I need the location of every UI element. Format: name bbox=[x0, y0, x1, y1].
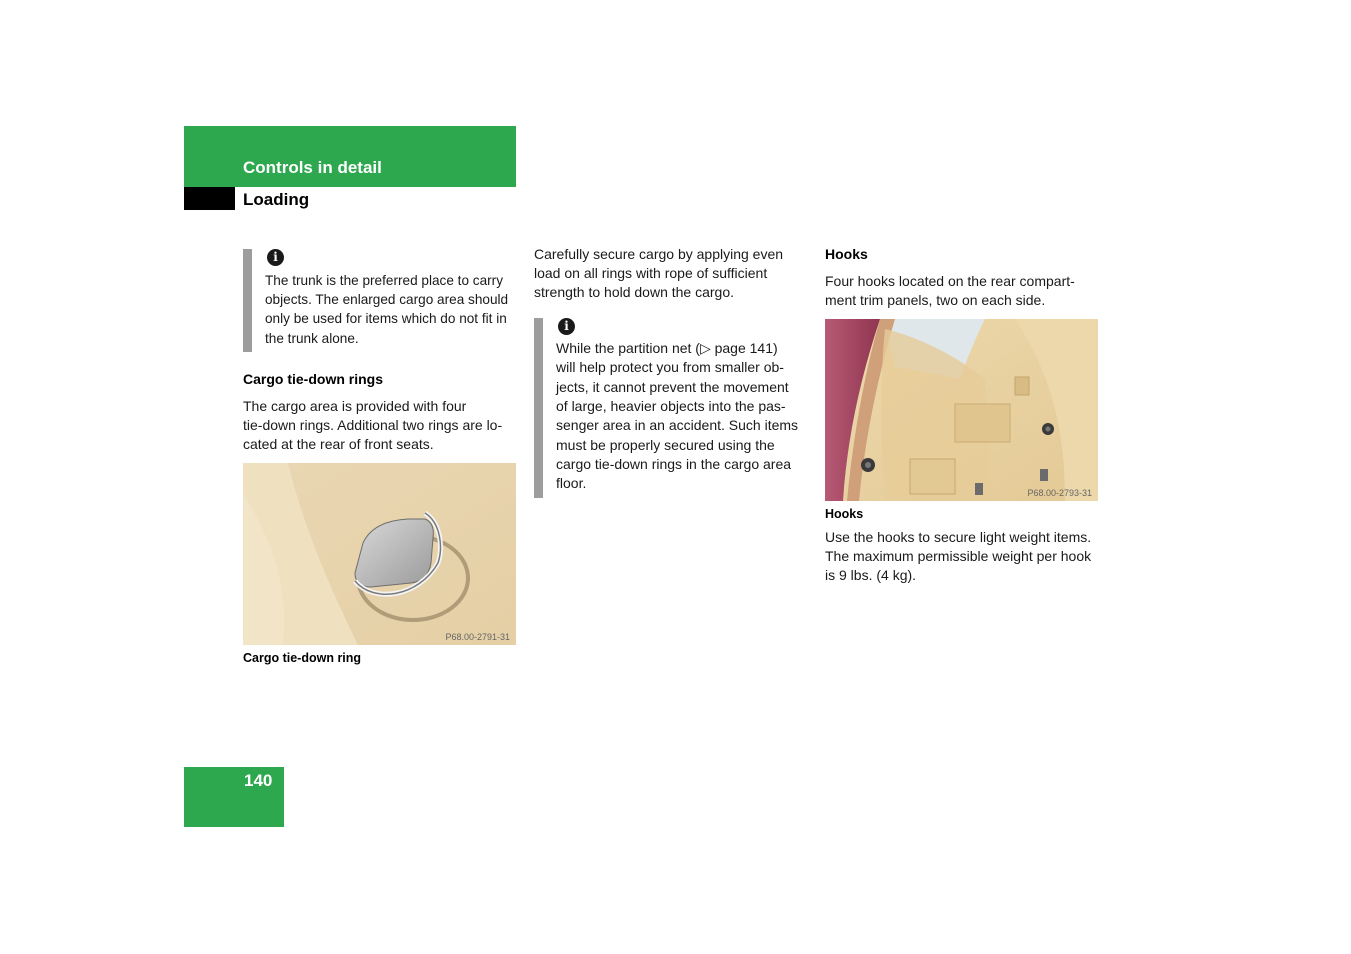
info-note-partition-net bbox=[534, 318, 809, 499]
cargo-body-line-2: tie-down rings. Additional two rings are lo- bbox=[243, 417, 503, 433]
note-bar bbox=[243, 249, 252, 352]
note-line-8: floor. bbox=[556, 475, 587, 491]
info-icon: i bbox=[558, 318, 575, 335]
note-line-2: will help protect you from smaller ob- bbox=[556, 359, 784, 375]
info-note-trunk bbox=[243, 249, 518, 353]
cargo-tie-down-heading: Cargo tie-down rings bbox=[243, 371, 383, 387]
hooks-usage-line-3: is 9 lbs. (4 kg). bbox=[825, 567, 917, 583]
secure-cargo-line-1: Carefully secure cargo by applying even bbox=[534, 246, 784, 262]
note-line-7: cargo tie-down rings in the cargo area bbox=[556, 456, 792, 472]
secure-cargo-line-3: strength to hold down the cargo. bbox=[534, 284, 735, 300]
hooks-body-line-2: ment trim panels, two on each side. bbox=[825, 292, 1046, 308]
figure-caption-hooks: Hooks bbox=[825, 507, 864, 521]
hooks-usage-line-2: The maximum permissible weight per hook bbox=[825, 548, 1092, 564]
hooks-usage-line-1: Use the hooks to secure light weight items. bbox=[825, 529, 1092, 545]
subsection-tab-marker bbox=[184, 187, 235, 210]
figure-caption-ring: Cargo tie-down ring bbox=[243, 651, 362, 665]
note-line-1: While the partition net (▷ page 141) bbox=[556, 340, 778, 356]
figure-code: P68.00-2793-31 bbox=[1027, 488, 1092, 498]
note-line-3: jects, it cannot prevent the movement bbox=[556, 379, 789, 395]
hooks-body-line-1: Four hooks located on the rear compart- bbox=[825, 273, 1075, 289]
cargo-body-line-1: The cargo area is provided with four bbox=[243, 398, 467, 414]
note-line-6: must be properly secured using the bbox=[556, 437, 775, 453]
tie-down-ring-illustration bbox=[243, 463, 516, 645]
tie-down-ring-figure bbox=[243, 463, 516, 645]
page-number: 140 bbox=[244, 771, 273, 790]
note-text: The trunk is the preferred place to carry objects. The enlarged cargo area should only be used for items which do not fit in the trunk alone. bbox=[265, 273, 509, 346]
secure-cargo-line-2: load on all rings with rope of sufficient bbox=[534, 265, 768, 281]
note-line-5: senger area in an accident. Such items bbox=[556, 417, 799, 433]
figure-code: P68.00-2791-31 bbox=[445, 632, 510, 642]
info-icon: i bbox=[267, 249, 284, 266]
hooks-figure bbox=[825, 319, 1098, 501]
hooks-heading: Hooks bbox=[825, 246, 868, 262]
subsection-title: Loading bbox=[243, 190, 310, 209]
note-bar bbox=[534, 318, 543, 498]
hooks-illustration bbox=[825, 319, 1098, 501]
section-title: Controls in detail bbox=[243, 158, 382, 177]
note-line-4: of large, heavier objects into the pas- bbox=[556, 398, 786, 414]
cargo-body-line-3: cated at the rear of front seats. bbox=[243, 436, 434, 452]
